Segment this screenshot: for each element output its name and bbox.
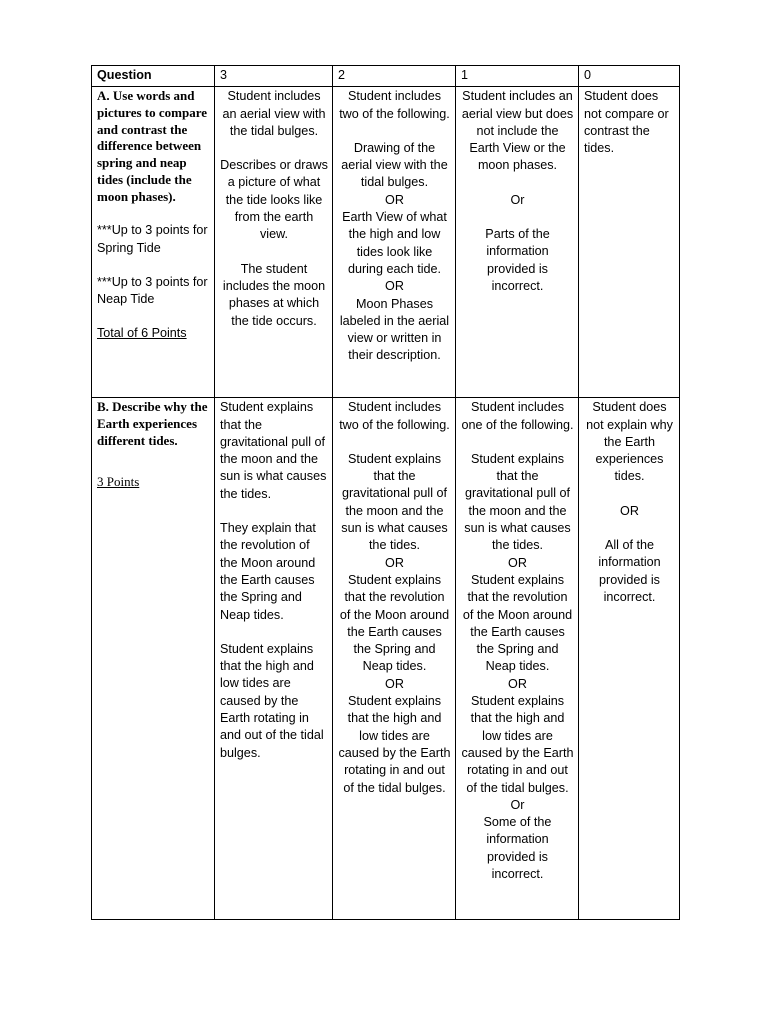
row-a-score-3-text-1: Student includes an aerial view with the tidal bulges. (222, 89, 326, 138)
row-a (92, 87, 680, 398)
row-b-score-3-text-1: Student explains that the gravitational pull of the moon and the sun is what causes the tides. (220, 400, 327, 501)
header-score-0: 0 (579, 66, 680, 87)
row-b-score-3-cell (215, 398, 333, 920)
row-a-score-1-or: Or (510, 192, 525, 207)
row-b-score-1-intro: Student includes one of the following. (461, 400, 574, 432)
header-score-3: 3 (215, 66, 333, 87)
header-row (92, 66, 680, 87)
row-b-score-0-text-2: All of the information provided is incorrect. (598, 538, 661, 604)
row-b-score-3-text-2: They explain that the revolution of the Moon around the Earth causes the Spring and Neap tides. (220, 521, 316, 622)
row-b-score-2-options: Student explains that the gravitational pull of the moon and the sun is what causes the tides. OR Student explains that the revolution of the Moon around the Earth causes the Spring and Neap tides. OR Student explains that the high and low tides are caused by the Earth rotating in and out of the tidal bulges. (338, 451, 451, 795)
header-score-2: 2 (333, 66, 456, 87)
row-b-score-0-or: OR (620, 503, 639, 518)
row-a-total: Total of 6 Points (97, 326, 187, 341)
row-b-score-2-cell (333, 398, 456, 920)
row-b-score-0-cell (579, 398, 680, 920)
header-question: Question (92, 66, 215, 87)
row-b-score-0-text-1: Student does not explain why the Earth experiences tides. (586, 400, 673, 484)
row-b-score-1-options: Student explains that the gravitational pull of the moon and the sun is what causes the tides. OR Student explains that the revolution of the Moon around the Earth causes the Spring and Neap tides. OR Student explains that the high and low tides are caused by the Earth rotating in and out of the tidal bulges. Or Some of the information provided is incorrect. (461, 451, 574, 882)
row-a-score-2-cell (333, 87, 456, 398)
row-a-score-1-text-2: Parts of the information provided is incorrect. (485, 227, 550, 293)
row-a-score-2-intro: Student includes two of the following. (339, 89, 450, 121)
row-b-score-1-cell (456, 398, 579, 920)
row-b-score-2-intro: Student includes two of the following. (339, 400, 450, 432)
row-a-score-1-cell (456, 87, 579, 398)
rubric-table (91, 65, 680, 920)
header-score-1: 1 (456, 66, 579, 87)
row-a-question-title: A. Use words and pictures to compare and contrast the difference between spring and neap tides (include the moon phases). (97, 88, 207, 204)
row-a-score-1-text-1: Student includes an aerial view but does not include the Earth View or the moon phases. (461, 89, 574, 173)
row-a-score-0-cell (579, 87, 680, 398)
row-a-note-neap: ***Up to 3 points for Neap Tide (97, 274, 208, 307)
row-b (92, 398, 680, 920)
row-a-score-2-options: Drawing of the aerial view with the tidal bulges. OR Earth View of what the high and low tides look like during each tide. OR Moon Phases labeled in the aerial view or written in their description. (339, 140, 450, 363)
row-b-points: 3 Points (97, 474, 140, 490)
row-b-question-title: B. Describe why the Earth experiences different tides. (97, 399, 208, 448)
row-a-score-3-text-2: Describes or draws a picture of what the tide looks like from the earth view. (220, 158, 328, 242)
row-a-score-3-cell (215, 87, 333, 398)
row-a-score-3-text-3: The student includes the moon phases at which the tide occurs. (222, 261, 326, 328)
row-b-question-cell (92, 398, 215, 920)
row-a-score-0-text: Student does not compare or contrast the tides. (584, 89, 669, 156)
row-b-score-3-text-3: Student explains that the high and low tides are caused by the Earth rotating in and out of the tidal bulges. (220, 641, 324, 760)
row-a-note-spring: ***Up to 3 points for Spring Tide (97, 223, 208, 255)
row-a-question-cell (92, 87, 215, 398)
